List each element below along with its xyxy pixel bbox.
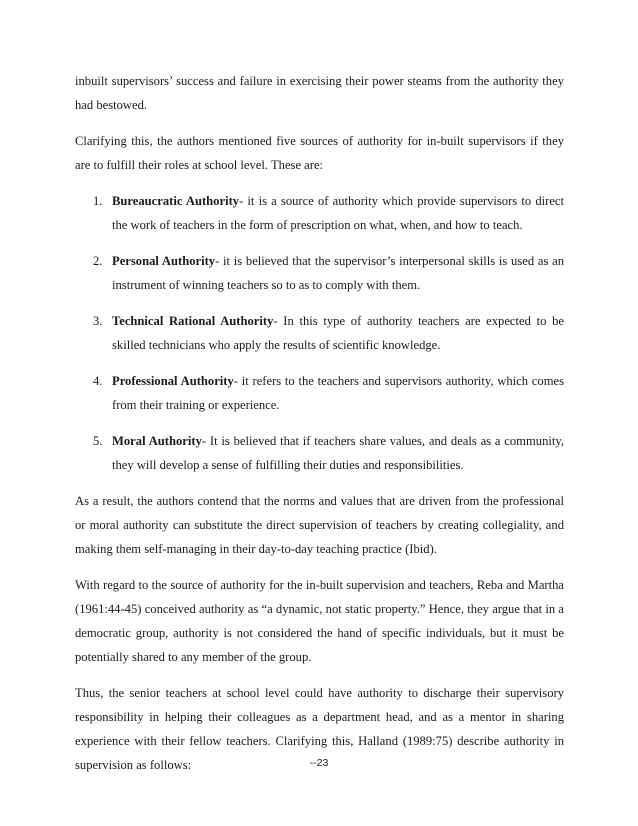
list-term: Technical Rational Authority [112,314,274,328]
paragraph-reba-martha: With regard to the source of authority for the in-built supervision and teachers, Reba and Martha (1961:44-45) conceived authority as “a dynamic, not static property.” Hence, they argue that in a democratic group, authority is not considered the hand of specific individuals, but it must be potentially shared to any member of the group. [75,578,564,664]
list-item-professional [75,369,564,417]
list-text: - In this type of authority teachers are expected to be skilled technicians who apply the results of scientific knowledge. [112,314,564,352]
list-number: 3. [93,314,103,328]
list-text: - it refers to the teachers and supervisors authority, which comes from their training or experience. [112,374,564,412]
list-item-technical-rational [75,309,564,357]
paragraph-intro: Clarifying this, the authors mentioned five sources of authority for in-built supervisors if they are to fulfill their roles at school level. These are: [75,134,564,172]
list-number: 2. [93,254,103,268]
authority-sources-list [75,189,564,477]
list-number: 1. [93,194,103,208]
list-item-personal [75,249,564,297]
list-text: - it is believed that the supervisor’s interpersonal skills is used as an instrument of winning teachers so to as to comply with them. [112,254,564,292]
list-term: Bureaucratic Authority [112,194,240,208]
list-number: 4. [93,374,103,388]
paragraph-continuation: inbuilt supervisors’ success and failure in exercising their power steams from the authority they had bestowed. [75,74,564,112]
paragraph-result: As a result, the authors contend that the norms and values that are driven from the professional or moral authority can substitute the direct supervision of teachers by creating collegiality, and making them self-managing in their day-to-day teaching practice (Ibid). [75,494,564,556]
document-page [75,69,564,789]
paragraph-senior-teachers: Thus, the senior teachers at school level could have authority to discharge their supervisory responsibility in helping their colleagues as a department head, and as a mentor in sharing experience with their fellow teachers. Clarifying this, Halland (1989:75) describe authority in supervision as follows: [75,686,564,772]
list-item-moral [75,429,564,477]
list-term: Personal Authority [112,254,216,268]
page-number: --23 [309,757,329,769]
list-term: Moral Authority [112,434,202,448]
list-item-bureaucratic [75,189,564,237]
list-number: 5. [93,434,103,448]
list-text: - It is believed that if teachers share values, and deals as a community, they will develop a sense of fulfilling their duties and responsibilities. [112,434,564,472]
list-term: Professional Authority [112,374,234,388]
list-text: - it is a source of authority which provide supervisors to direct the work of teachers in the form of prescription on what, when, and how to teach. [112,194,564,232]
